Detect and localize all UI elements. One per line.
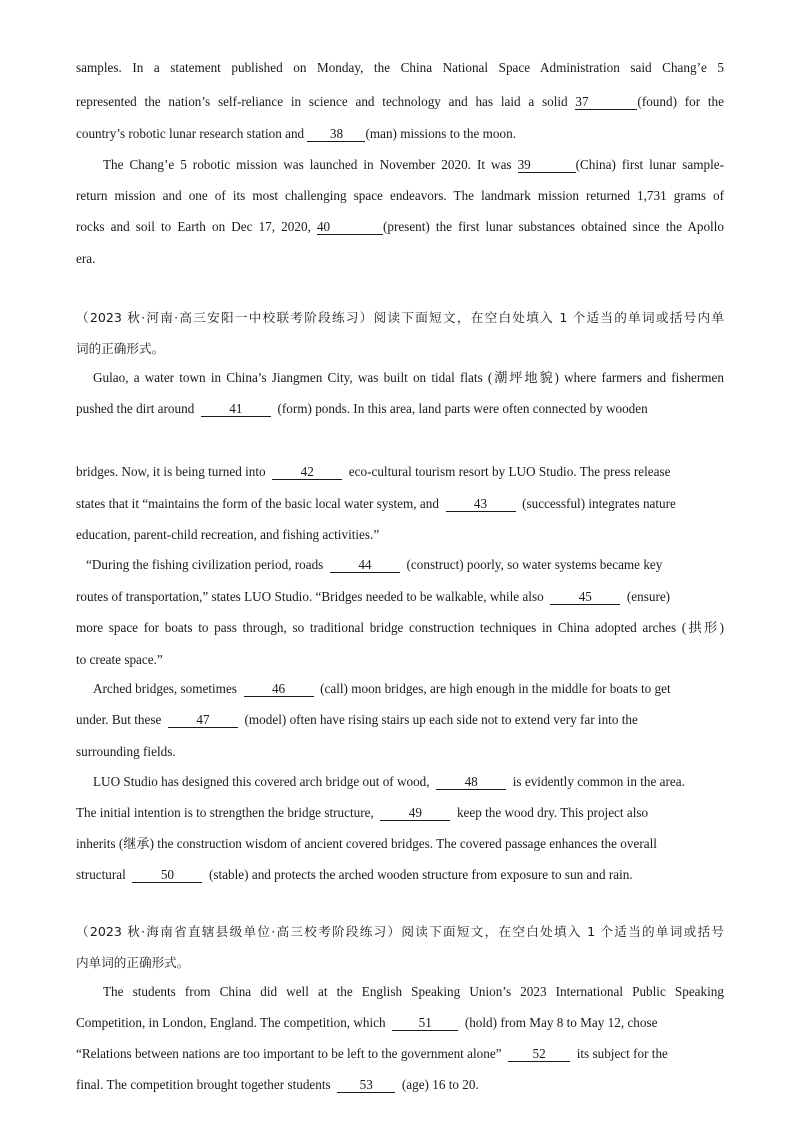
- text-line: inherits (继承) the construction wisdom of ancient covered bridges. The covered passage enhances the overall: [76, 836, 657, 851]
- blank-50[interactable]: 50: [132, 867, 202, 883]
- section-header: 词的正确形式。: [76, 341, 165, 356]
- text-line: represented the nation’s self-reliance in science and technology and has laid a solid 37 (found) for the: [76, 94, 724, 109]
- text-line: country’s robotic lunar research station and 38 (man) missions to the moon.: [76, 126, 516, 141]
- text-line: Arched bridges, sometimes 46 (call) moon bridges, are high enough in the middle for boats to get: [93, 681, 671, 696]
- blank-40[interactable]: 40: [317, 219, 383, 235]
- blank-41[interactable]: 41: [201, 401, 271, 417]
- blank-44[interactable]: 44: [330, 557, 400, 573]
- text-line: under. But these 47 (model) often have rising stairs up each side not to extend very far into the: [76, 712, 638, 727]
- text-line: routes of transportation,” states LUO Studio. “Bridges needed to be walkable, while also 45 (ensure): [76, 589, 671, 604]
- blank-52[interactable]: 52: [508, 1046, 570, 1062]
- text-line: LUO Studio has designed this covered arch bridge out of wood, 48 is evidently common in the area.: [93, 774, 685, 789]
- text-line: The initial intention is to strengthen the bridge structure, 49 keep the wood dry. This project also: [76, 805, 649, 820]
- text-line: “During the fishing civilization period, roads 44 (construct) poorly, so water systems became key: [86, 557, 663, 572]
- text-line: return mission and one of its most challenging space endeavors. The landmark mission returned 1,731 grams of: [76, 188, 724, 203]
- text-line: surrounding fields.: [76, 744, 176, 759]
- text-line: The Chang’e 5 robotic mission was launched in November 2020. It was 39 (China) first lunar sample-: [103, 157, 724, 172]
- blank-46[interactable]: 46: [244, 681, 314, 697]
- text-line: rocks and soil to Earth on Dec 17, 2020, 40 (present) the first lunar substances obtained since the Apollo: [76, 219, 724, 234]
- text-line: “Relations between nations are too important to be left to the government alone” 52 its subject for the: [76, 1046, 668, 1061]
- text-line: education, parent-child recreation, and fishing activities.”: [76, 527, 380, 542]
- blank-51[interactable]: 51: [392, 1015, 458, 1031]
- text-line: final. The competition brought together students 53 (age) 16 to 20.: [76, 1077, 479, 1092]
- blank-45[interactable]: 45: [550, 589, 620, 605]
- text-line: structural 50 (stable) and protects the arched wooden structure from exposure to sun and rain.: [76, 867, 633, 882]
- blank-47[interactable]: 47: [168, 712, 238, 728]
- text-line: to create space.”: [76, 652, 163, 667]
- text-line: Competition, in London, England. The competition, which 51 (hold) from May 8 to May 12, chose: [76, 1015, 658, 1030]
- text-line: era.: [76, 251, 96, 266]
- text-line: more space for boats to pass through, so traditional bridge construction techniques in China adopted arches (拱形): [76, 620, 724, 635]
- blank-38[interactable]: 38: [307, 126, 365, 142]
- blank-43[interactable]: 43: [446, 496, 516, 512]
- blank-39[interactable]: 39: [518, 157, 576, 173]
- blank-53[interactable]: 53: [337, 1077, 395, 1093]
- blank-49[interactable]: 49: [380, 805, 450, 821]
- blank-42[interactable]: 42: [272, 464, 342, 480]
- section-header: 内单词的正确形式。: [76, 955, 190, 970]
- text-line: pushed the dirt around 41 (form) ponds. In this area, land parts were often connected by wooden: [76, 401, 648, 416]
- text-line: samples. In a statement published on Monday, the China National Space Administration said Chang’e 5: [76, 60, 724, 75]
- blank-48[interactable]: 48: [436, 774, 506, 790]
- text-line: states that it “maintains the form of the basic local water system, and 43 (successful) integrates nature: [76, 496, 676, 511]
- text-line: bridges. Now, it is being turned into 42 eco-cultural tourism resort by LUO Studio. The press release: [76, 464, 671, 479]
- section-header: （2023 秋·河南·高三安阳一中校联考阶段练习）阅读下面短文，在空白处填入 1 个适当的单词或括号内单: [76, 310, 724, 325]
- text-line: Gulao, a water town in China’s Jiangmen City, was built on tidal flats (潮坪地貌) where farmers and fishermen: [93, 370, 724, 385]
- blank-37[interactable]: 37: [575, 94, 637, 110]
- section-header: （2023 秋·海南省直辖县级单位·高三校考阶段练习）阅读下面短文，在空白处填入 1 个适当的单词或括号: [76, 924, 724, 939]
- text-line: The students from China did well at the English Speaking Union’s 2023 International Public Speaking: [103, 984, 724, 999]
